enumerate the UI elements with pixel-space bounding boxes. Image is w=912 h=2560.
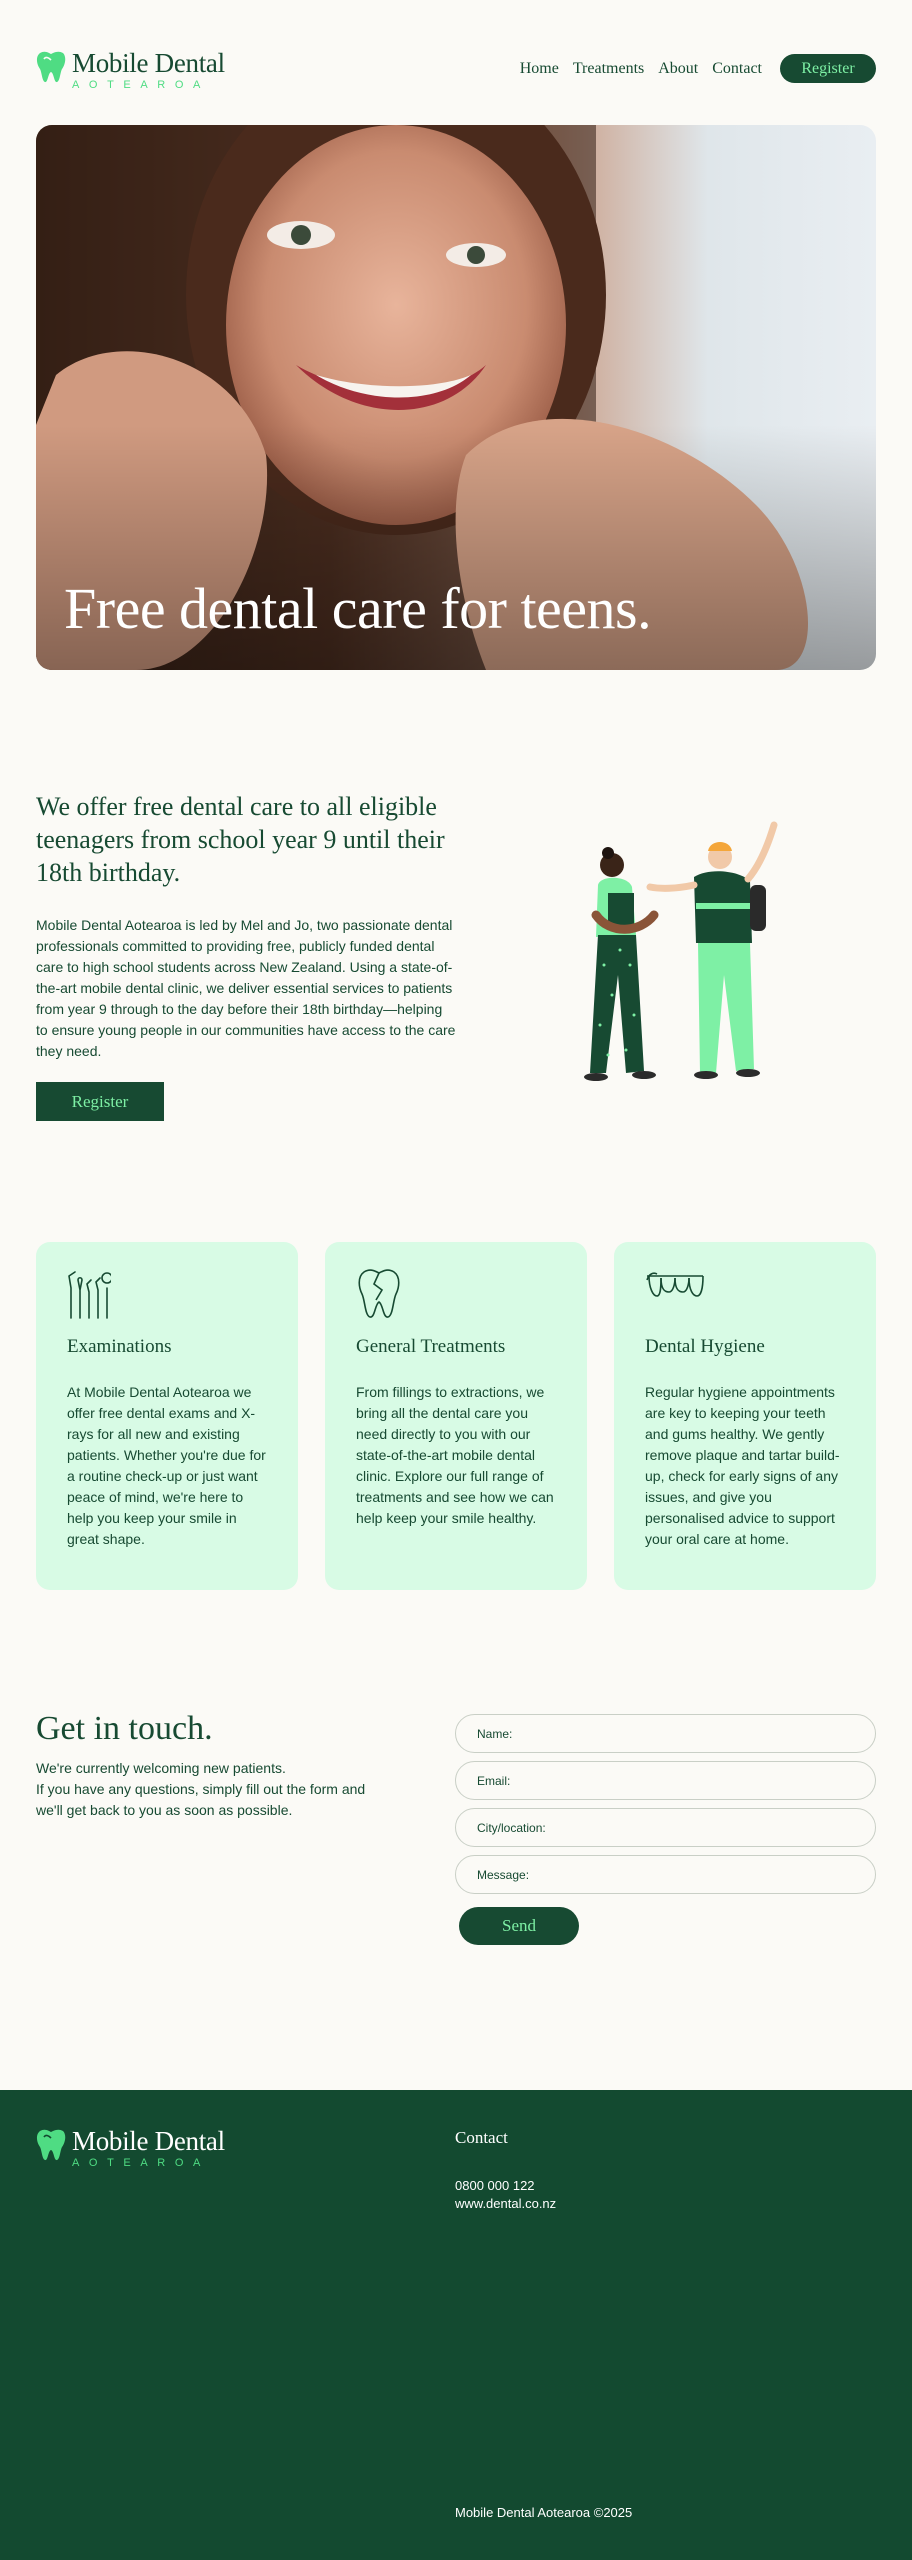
city-field[interactable] xyxy=(455,1808,876,1847)
service-title: Examinations xyxy=(67,1336,172,1357)
name-input[interactable] xyxy=(477,1727,857,1741)
brand-logo[interactable] xyxy=(36,50,225,92)
brand-name: Mobile Dental xyxy=(72,48,225,78)
service-title: General Treatments xyxy=(356,1336,506,1357)
name-field[interactable] xyxy=(455,1714,876,1753)
city-input[interactable] xyxy=(477,1821,857,1835)
footer-phone[interactable]: 0800 000 122 xyxy=(455,2178,535,2193)
contact-heading: Get in touch. xyxy=(36,1710,213,1747)
nav-contact[interactable]: Contact xyxy=(712,59,762,77)
message-input[interactable] xyxy=(477,1868,857,1882)
service-body: Regular hygiene appointments are key to keeping your teeth and gums healthy. We gently remove plaque and tartar build-up, check for early signs of any issues, and give you personalised advice to support your oral care at home. xyxy=(645,1384,840,1547)
dentists-illustration xyxy=(560,815,800,1095)
tooth-logo-icon xyxy=(36,50,66,84)
footer-copyright: Mobile Dental Aotearoa ©2025 xyxy=(455,2505,633,2520)
hero-title: Free dental care for teens. xyxy=(64,576,652,641)
brand-sub: AOTEAROA xyxy=(72,79,210,91)
about-register-button[interactable]: Register xyxy=(36,1082,164,1121)
about-section xyxy=(36,790,456,1121)
about-heading: We offer free dental care to all eligible teenagers from school year 9 until their 18th birthday. xyxy=(36,792,445,887)
service-card-dental-hygiene[interactable] xyxy=(614,1242,876,1590)
service-card-general-treatments[interactable] xyxy=(325,1242,587,1590)
message-field[interactable] xyxy=(455,1855,876,1894)
services-cards xyxy=(36,1242,876,1590)
hero-banner xyxy=(36,125,876,670)
email-field[interactable] xyxy=(455,1761,876,1800)
footer-brand-sub: AOTEAROA xyxy=(72,2157,210,2169)
footer-website[interactable]: www.dental.co.nz xyxy=(455,2196,557,2211)
nav-home[interactable]: Home xyxy=(519,59,559,77)
service-body: From fillings to extractions, we bring all the dental care you need directly to you with our state-of-the-art mobile dental clinic. Explore our full range of treatments and see how we can help keep your smile healthy. xyxy=(356,1384,554,1526)
service-body: At Mobile Dental Aotearoa we offer free dental exams and X-rays for all new and existing patients. Whether you're due for a routine check-up or just want peace of mind, we're here to help you keep your smile in great shape. xyxy=(67,1384,266,1547)
about-body: Mobile Dental Aotearoa is led by Mel and Jo, two passionate dental professionals committed to providing free, publicly funded dental care to high school students across New Zealand. Using a state-of-the-art mobile dental clinic, we deliver essential services to patients from year 9 through to the day before their 18th birthday—helping to ensure young people in our communities have access to the care they need. xyxy=(36,917,456,1059)
contact-line-1: We're currently welcoming new patients. xyxy=(36,1760,286,1776)
nav-about[interactable]: About xyxy=(658,59,699,77)
footer-brand-name: Mobile Dental xyxy=(72,2126,225,2156)
broken-tooth-icon xyxy=(356,1268,402,1320)
site-footer xyxy=(0,2090,912,2560)
service-card-examinations[interactable] xyxy=(36,1242,298,1590)
contact-section xyxy=(36,1710,376,1821)
send-button[interactable]: Send xyxy=(459,1907,579,1945)
header-register-button[interactable]: Register xyxy=(780,54,876,83)
teeth-icon xyxy=(645,1268,705,1320)
service-title: Dental Hygiene xyxy=(645,1336,765,1357)
site-header xyxy=(0,0,912,125)
contact-line-2: If you have any questions, simply fill out the form and we'll get back to you as soon as possible. xyxy=(36,1781,366,1818)
footer-contact-title: Contact xyxy=(455,2128,508,2147)
footer-logo[interactable] xyxy=(36,2128,225,2170)
main-nav xyxy=(506,54,876,83)
contact-form xyxy=(455,1714,876,1945)
tooth-logo-icon xyxy=(36,2128,66,2162)
contact-text xyxy=(36,1758,376,1821)
email-input[interactable] xyxy=(477,1774,857,1788)
nav-treatments[interactable]: Treatments xyxy=(572,59,645,77)
dental-tools-icon xyxy=(67,1268,111,1320)
